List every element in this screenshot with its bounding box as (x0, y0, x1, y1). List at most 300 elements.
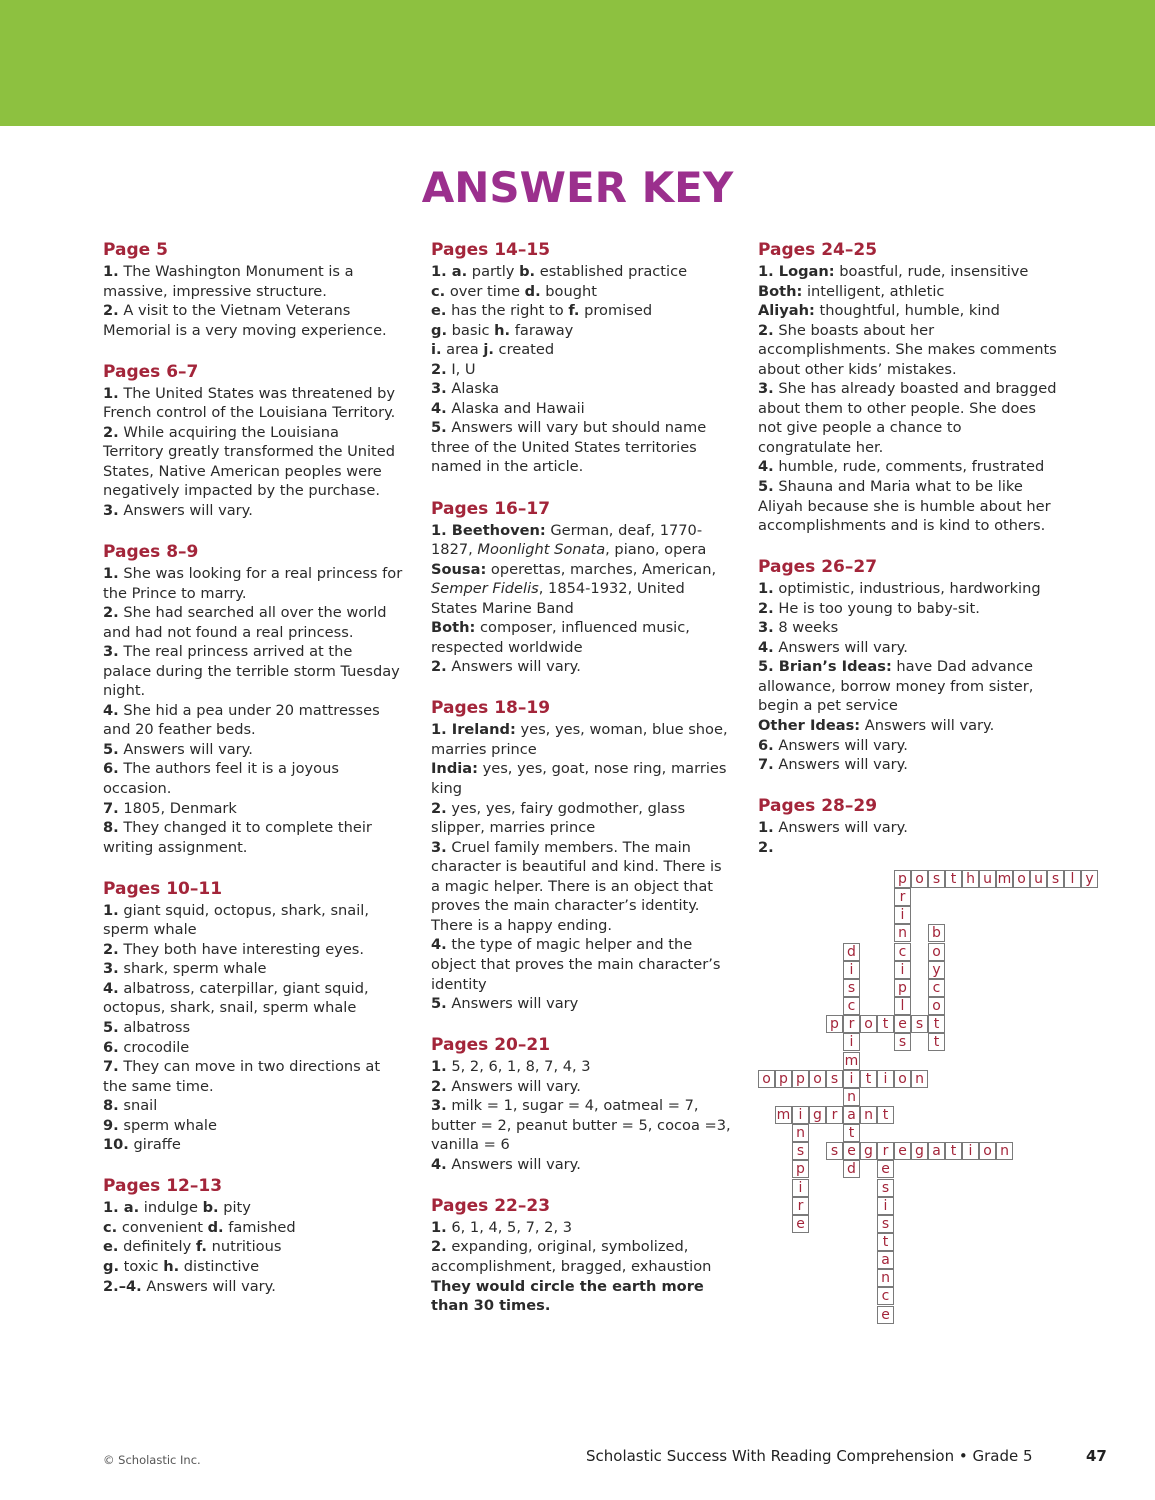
answer-text: The real princess arrived at the palace during the terrible storm Tuesday night. (103, 643, 400, 700)
answer-label: i. (431, 341, 442, 359)
answer-line (103, 1057, 403, 1096)
crossword-cell: r (826, 1106, 843, 1124)
answer-text: 6, 1, 4, 5, 7, 2, 3 (446, 1218, 573, 1236)
answer-text: created (493, 341, 555, 359)
answer-text: Alaska (446, 380, 500, 398)
answer-text: Answers will vary. (773, 756, 908, 774)
answer-label: 1. (431, 1218, 447, 1236)
answer-line (758, 301, 1058, 321)
answer-text: They both have interesting eyes. (118, 940, 365, 958)
answer-label: 3. (103, 643, 119, 661)
answer-line (103, 1038, 403, 1058)
answer-text: operettas, marches, American, (486, 560, 717, 578)
answer-text: Answers will vary but should name three of the United States territories named in the article. (431, 419, 707, 476)
answer-line (103, 1135, 403, 1155)
answer-line (103, 940, 403, 960)
answer-line (431, 838, 731, 936)
answer-text: Semper Fidelis (431, 580, 539, 598)
answer-line (431, 379, 731, 399)
answer-label: e. (103, 1238, 119, 1256)
answer-line (103, 564, 403, 603)
answer-label: 2. (103, 940, 119, 958)
answer-label: g. (103, 1257, 119, 1275)
answer-text: area (441, 341, 484, 359)
answer-label: They would circle the earth more than 30 times. (431, 1277, 704, 1315)
answer-label: 3. (758, 619, 774, 637)
answer-text: Shauna and Maria what to be like Aliyah because she is humble about her accomplishments and is kind to others. (758, 478, 1051, 535)
crossword-cell: e (894, 1015, 911, 1033)
answer-line (103, 1198, 403, 1218)
crossword-cell: p (792, 1070, 809, 1088)
answer-line (103, 642, 403, 701)
crossword-cell: s (877, 1215, 894, 1233)
answer-line (103, 1018, 403, 1038)
answer-text: Answers will vary. (446, 1155, 581, 1173)
section-title: Pages 28–29 (758, 796, 878, 817)
answer-label: 7. (103, 1058, 119, 1076)
answer-line (103, 818, 403, 857)
crossword-cell: t (860, 1070, 877, 1088)
crossword-cell: s (928, 870, 945, 888)
answer-text: snail (118, 1097, 158, 1115)
answer-label: c. (431, 282, 446, 300)
crossword-cell: n (860, 1106, 877, 1124)
answer-line (431, 1057, 731, 1077)
answer-line (758, 755, 1058, 775)
section-title: Pages 6–7 (103, 361, 199, 382)
page-number: 47 (1086, 1447, 1107, 1465)
answer-label: 4. (431, 399, 447, 417)
answer-label: Sousa: (431, 560, 487, 578)
crossword-cell: y (1081, 870, 1098, 888)
answer-line (103, 979, 403, 1018)
answer-line (431, 1237, 731, 1276)
answer-text: intelligent, athletic (802, 282, 945, 300)
answer-label: 7. (103, 799, 119, 817)
crossword-cell: p (826, 1015, 843, 1033)
answer-label: 2. (431, 658, 447, 676)
answer-label: 1. (431, 1058, 447, 1076)
header-bar (0, 0, 1155, 126)
answer-text: optimistic, industrious, hardworking (773, 580, 1041, 598)
crossword-cell: u (979, 870, 996, 888)
answer-text: She was looking for a real princess for the Prince to marry. (103, 565, 403, 602)
answer-text: yes, yes, fairy godmother, glass slipper, marries prince (431, 799, 686, 837)
answer-text: yes, yes, woman, blue shoe, marries prince (431, 721, 728, 758)
answer-text: A visit to the Vietnam Veterans Memorial is a very moving experience. (103, 302, 387, 339)
crossword-cell: p (792, 1160, 809, 1178)
answer-line (758, 321, 1058, 380)
answer-line (431, 657, 731, 677)
answer-line (431, 282, 731, 302)
answer-text: composer, influenced music, respected worldwide (431, 619, 690, 656)
crossword-cell: r (894, 888, 911, 906)
answer-line (758, 838, 1058, 858)
answer-label: 1. a. (431, 263, 468, 280)
answer-column-1 (103, 238, 403, 1316)
crossword-cell: o (1013, 870, 1030, 888)
crossword-cell: i (962, 1142, 979, 1160)
answer-label: f. (568, 302, 580, 320)
answer-label: 2.–4. (103, 1277, 142, 1295)
answer-text: toxic (119, 1257, 164, 1275)
answer-line (431, 994, 731, 1014)
section-title: Pages 20–21 (431, 1035, 551, 1056)
answer-label: h. (494, 321, 511, 339)
answer-text: German, deaf, 1770-1827, (431, 521, 703, 559)
answer-section (758, 555, 1058, 774)
answer-label: 1. Ireland: (431, 721, 516, 739)
crossword-cell: o (928, 997, 945, 1015)
answer-label: 6. (103, 1038, 119, 1056)
answer-label: 4. (758, 638, 774, 656)
answer-text: The authors feel it is a joyous occasion. (103, 760, 339, 798)
answer-text: Answers will vary. (446, 1077, 581, 1095)
answer-line (103, 1116, 403, 1136)
answer-line (758, 638, 1058, 658)
answer-text: shark, sperm whale (118, 960, 267, 978)
answer-line (758, 477, 1058, 536)
answer-line (758, 818, 1058, 838)
answer-label: 3. (431, 380, 447, 398)
answer-label: 2. (431, 799, 447, 817)
crossword-cell: c (928, 979, 945, 997)
page-title: ANSWER KEY (421, 163, 734, 212)
answer-text: He is too young to baby-sit. (773, 599, 980, 617)
crossword-cell: m (844, 1052, 859, 1069)
answer-text: She hid a pea under 20 mattresses and 20 feather beds. (103, 701, 380, 739)
answer-label: c. (103, 1218, 118, 1236)
answer-line (103, 1277, 403, 1297)
crossword-cell: i (843, 961, 860, 979)
answer-label: Both: (758, 282, 803, 300)
answer-label: 3. (103, 960, 119, 978)
answer-text: sperm whale (118, 1116, 217, 1134)
answer-line (758, 599, 1058, 619)
answer-line (103, 423, 403, 501)
crossword-cell: n (792, 1124, 809, 1142)
answer-label: 10. (103, 1136, 129, 1154)
crossword-cell: a (843, 1106, 860, 1124)
crossword-cell: i (877, 1070, 894, 1088)
answer-label: Both: (431, 619, 476, 637)
crossword-cell: c (843, 997, 860, 1015)
answer-label: 1. (103, 384, 119, 402)
answer-label: 5. (103, 740, 119, 758)
answer-label: 1. (103, 263, 119, 280)
answer-text: Answers will vary. (773, 819, 908, 837)
answer-label: 5. (103, 1019, 119, 1036)
answer-line (431, 1155, 731, 1175)
crossword-cell: o (894, 1070, 911, 1088)
answer-text: Answers will vary. (118, 501, 253, 519)
answer-line (758, 262, 1058, 282)
crossword-cell: e (877, 1306, 894, 1324)
answer-text: Cruel family members. The main character is beautiful and kind. There is a magic helper. There is an object that proves the main character’s identity. There is a happy ending. (431, 838, 722, 934)
answer-text: promised (579, 302, 653, 320)
answer-text: Answers will vary (446, 995, 579, 1013)
crossword-cell: t (843, 1124, 860, 1142)
answer-text: crocodile (118, 1038, 190, 1056)
answer-line (431, 340, 731, 360)
crossword-cell: o (860, 1015, 877, 1033)
answer-text: , 1854-1932, United States Marine Band (431, 580, 685, 617)
crossword-cell: r (792, 1197, 809, 1215)
answer-line (758, 579, 1058, 599)
answer-line (431, 301, 731, 321)
answer-text: They can move in two directions at the same time. (103, 1058, 381, 1095)
answer-section (103, 877, 403, 1155)
crossword-cell: o (809, 1070, 826, 1088)
crossword-cell: l (894, 997, 911, 1015)
answer-line (431, 1096, 731, 1155)
crossword-cell: i (894, 961, 911, 979)
answer-text: definitely (118, 1238, 196, 1256)
answer-label: b. (202, 1199, 219, 1217)
answer-line (431, 360, 731, 380)
crossword-cell: p (894, 870, 911, 888)
crossword-cell: o (758, 1070, 775, 1088)
answer-text: the type of magic helper and the object that proves the main character’s identity (431, 936, 721, 993)
answer-text: has the right to (446, 302, 569, 320)
answer-text: convenient (117, 1218, 208, 1236)
answer-text: humble, rude, comments, frustrated (773, 458, 1045, 476)
answer-text: She had searched all over the world and had not found a real princess. (103, 604, 387, 641)
section-title: Pages 26–27 (758, 557, 878, 578)
answer-text: indulge (139, 1199, 203, 1217)
crossword-cell: u (1030, 870, 1047, 888)
answer-text: over time (445, 282, 525, 300)
answer-line (103, 1257, 403, 1277)
crossword-cell: s (894, 1033, 911, 1051)
answer-text: milk = 1, sugar = 4, oatmeal = 7, butter = 2, peanut butter = 5, cocoa =3, vanilla = 6 (431, 1097, 731, 1154)
crossword-cell: r (877, 1142, 894, 1160)
answer-text: albatross (118, 1019, 191, 1036)
crossword-cell: t (945, 870, 962, 888)
answer-label: 2. (103, 423, 119, 441)
section-title: Pages 10–11 (103, 878, 223, 899)
answer-label: d. (524, 282, 541, 300)
answer-label: 1. (103, 565, 119, 583)
answer-text: thoughtful, humble, kind (814, 302, 1000, 320)
answer-line (431, 399, 731, 419)
answer-text: giant squid, octopus, shark, snail, sperm whale (103, 901, 369, 939)
answer-label: India: (431, 760, 478, 778)
crossword-cell: n (911, 1070, 928, 1088)
answer-section (103, 238, 403, 340)
answer-label: 8. (103, 1097, 119, 1115)
crossword-cell: a (877, 1251, 894, 1269)
answer-line (431, 799, 731, 838)
answer-line (431, 560, 731, 619)
crossword-cell: g (911, 1142, 928, 1160)
answer-label: 1. a. (103, 1199, 140, 1217)
answer-text: Answers will vary. (773, 736, 908, 754)
crossword-cell: p (775, 1070, 792, 1088)
answer-line (103, 501, 403, 521)
answer-line (431, 618, 731, 657)
crossword-cell: m (776, 1106, 791, 1123)
crossword-cell: g (860, 1142, 877, 1160)
answer-line (103, 759, 403, 798)
answer-line (431, 1077, 731, 1097)
answer-line (758, 736, 1058, 756)
answer-section (103, 540, 403, 857)
answer-line (103, 959, 403, 979)
answer-label: 2. (103, 302, 119, 320)
section-title: Pages 18–19 (431, 698, 551, 719)
answer-text: nutritious (206, 1238, 282, 1256)
crossword-cell: i (792, 1106, 809, 1124)
answer-line (103, 799, 403, 819)
answer-label: 2. (758, 321, 774, 339)
crossword-cell: i (894, 906, 911, 924)
answer-text: She boasts about her accomplishments. She makes comments about other kids’ mistakes. (758, 321, 1057, 378)
answer-text: She has already boasted and bragged about them to other people. She does not give people a chance to congratulate her. (758, 380, 1057, 456)
crossword-cell: t (877, 1106, 894, 1124)
crossword-cell: a (928, 1142, 945, 1160)
answer-section (431, 696, 731, 1013)
crossword-cell: b (928, 924, 945, 942)
crossword-cell: s (877, 1179, 894, 1197)
crossword-cell: i (843, 1070, 860, 1088)
answer-text: Answers will vary. (860, 716, 995, 734)
answer-label: 6. (103, 760, 119, 778)
answer-text: faraway (510, 321, 574, 339)
answer-text: While acquiring the Louisiana Territory greatly transformed the United States, Native American peoples were negatively impacted by the purchase. (103, 423, 396, 500)
crossword-cell: e (894, 1142, 911, 1160)
answer-text: Answers will vary. (773, 638, 908, 656)
answer-label: 5. (758, 478, 774, 496)
answer-line (103, 701, 403, 740)
answer-line (758, 657, 1058, 716)
copyright: © Scholastic Inc. (103, 1453, 201, 1467)
crossword-cell: s (826, 1142, 843, 1160)
crossword-cell: c (894, 943, 911, 961)
answer-text: yes, yes, goat, nose ring, marries king (431, 760, 727, 798)
answer-label: 4. (103, 979, 119, 997)
answer-text: albatross, caterpillar, giant squid, octopus, shark, snail, sperm whale (103, 979, 369, 1017)
crossword-cell: d (843, 943, 860, 961)
section-title: Pages 12–13 (103, 1176, 223, 1197)
crossword-cell: s (843, 979, 860, 997)
answer-line (103, 1096, 403, 1116)
answer-label: 2. (758, 599, 774, 617)
crossword-cell: l (1064, 870, 1081, 888)
answer-text: boastful, rude, insensitive (834, 263, 1029, 280)
crossword-cell: s (911, 1015, 928, 1033)
answer-label: 2. (431, 1077, 447, 1095)
answer-text: The Washington Monument is a massive, impressive structure. (103, 263, 354, 300)
answer-line (431, 1218, 731, 1238)
answer-label: 1. (758, 819, 774, 837)
answer-text: They changed it to complete their writing assignment. (103, 819, 372, 856)
answer-line (103, 901, 403, 940)
answer-line (431, 521, 731, 560)
answer-text: 1805, Denmark (118, 799, 237, 817)
answer-section (431, 238, 731, 477)
answer-section (431, 1033, 731, 1174)
answer-text: Answers will vary. (446, 658, 581, 676)
crossword-cell: p (894, 979, 911, 997)
section-title: Page 5 (103, 240, 168, 260)
crossword-cell: i (843, 1033, 860, 1051)
answer-line (758, 282, 1058, 302)
answer-column-3 (758, 238, 1058, 877)
answer-line (758, 457, 1058, 477)
crossword-cell: t (928, 1033, 945, 1051)
answer-label: 8. (103, 819, 119, 837)
answer-text: 5, 2, 6, 1, 8, 7, 4, 3 (446, 1058, 591, 1076)
answer-label: Aliyah: (758, 302, 815, 320)
answer-line (431, 935, 731, 994)
answer-text: Moonlight Sonata (477, 541, 606, 559)
crossword-cell: y (928, 961, 945, 979)
answer-label: 3. (103, 501, 119, 519)
crossword-cell: d (843, 1160, 860, 1178)
section-title: Pages 22–23 (431, 1195, 551, 1216)
answer-line (758, 618, 1058, 638)
crossword-cell: o (928, 943, 945, 961)
crossword-cell: i (792, 1179, 809, 1197)
crossword-cell: m (997, 871, 1012, 887)
answer-label: 2. (431, 360, 447, 378)
answer-text: giraffe (128, 1136, 181, 1154)
answer-label: 5. (431, 419, 447, 437)
answer-section (103, 360, 403, 521)
answer-line (103, 603, 403, 642)
answer-text: partly (467, 263, 520, 280)
answer-line (431, 418, 731, 477)
answer-text: The United States was threatened by French control of the Louisiana Territory. (103, 384, 396, 422)
answer-label: 3. (431, 838, 447, 856)
answer-line (103, 262, 403, 301)
book-title: Scholastic Success With Reading Comprehension • Grade 5 (586, 1447, 1033, 1465)
answer-text: basic (447, 321, 495, 339)
answer-label: 3. (431, 1097, 447, 1115)
answer-label: 2. (103, 604, 119, 622)
crossword-cell: s (792, 1142, 809, 1160)
crossword-cell: n (996, 1142, 1013, 1160)
answer-label: 1. Beethoven: (431, 521, 546, 539)
crossword-cell: t (877, 1015, 894, 1033)
answer-line (431, 262, 731, 282)
answer-line (431, 759, 731, 798)
answer-column-2 (431, 238, 731, 1335)
crossword-cell: t (877, 1233, 894, 1251)
crossword-cell: s (826, 1070, 843, 1088)
answer-line (431, 720, 731, 759)
answer-label: e. (431, 302, 447, 320)
section-title: Pages 16–17 (431, 498, 551, 519)
answer-line (758, 379, 1058, 457)
answer-text: established practice (535, 263, 688, 280)
answer-label: 7. (758, 756, 774, 774)
answer-line (431, 321, 731, 341)
section-title: Pages 14–15 (431, 240, 551, 260)
crossword-cell: r (843, 1015, 860, 1033)
answer-text: bought (540, 282, 597, 300)
answer-text: distinctive (179, 1257, 260, 1275)
answer-line (103, 384, 403, 423)
answer-line (758, 716, 1058, 736)
answer-label: 4. (103, 701, 119, 719)
crossword-cell: o (979, 1142, 996, 1160)
answer-line (431, 1277, 731, 1316)
answer-label: 2. (431, 1238, 447, 1256)
answer-section (431, 497, 731, 677)
answer-label: f. (195, 1238, 207, 1256)
